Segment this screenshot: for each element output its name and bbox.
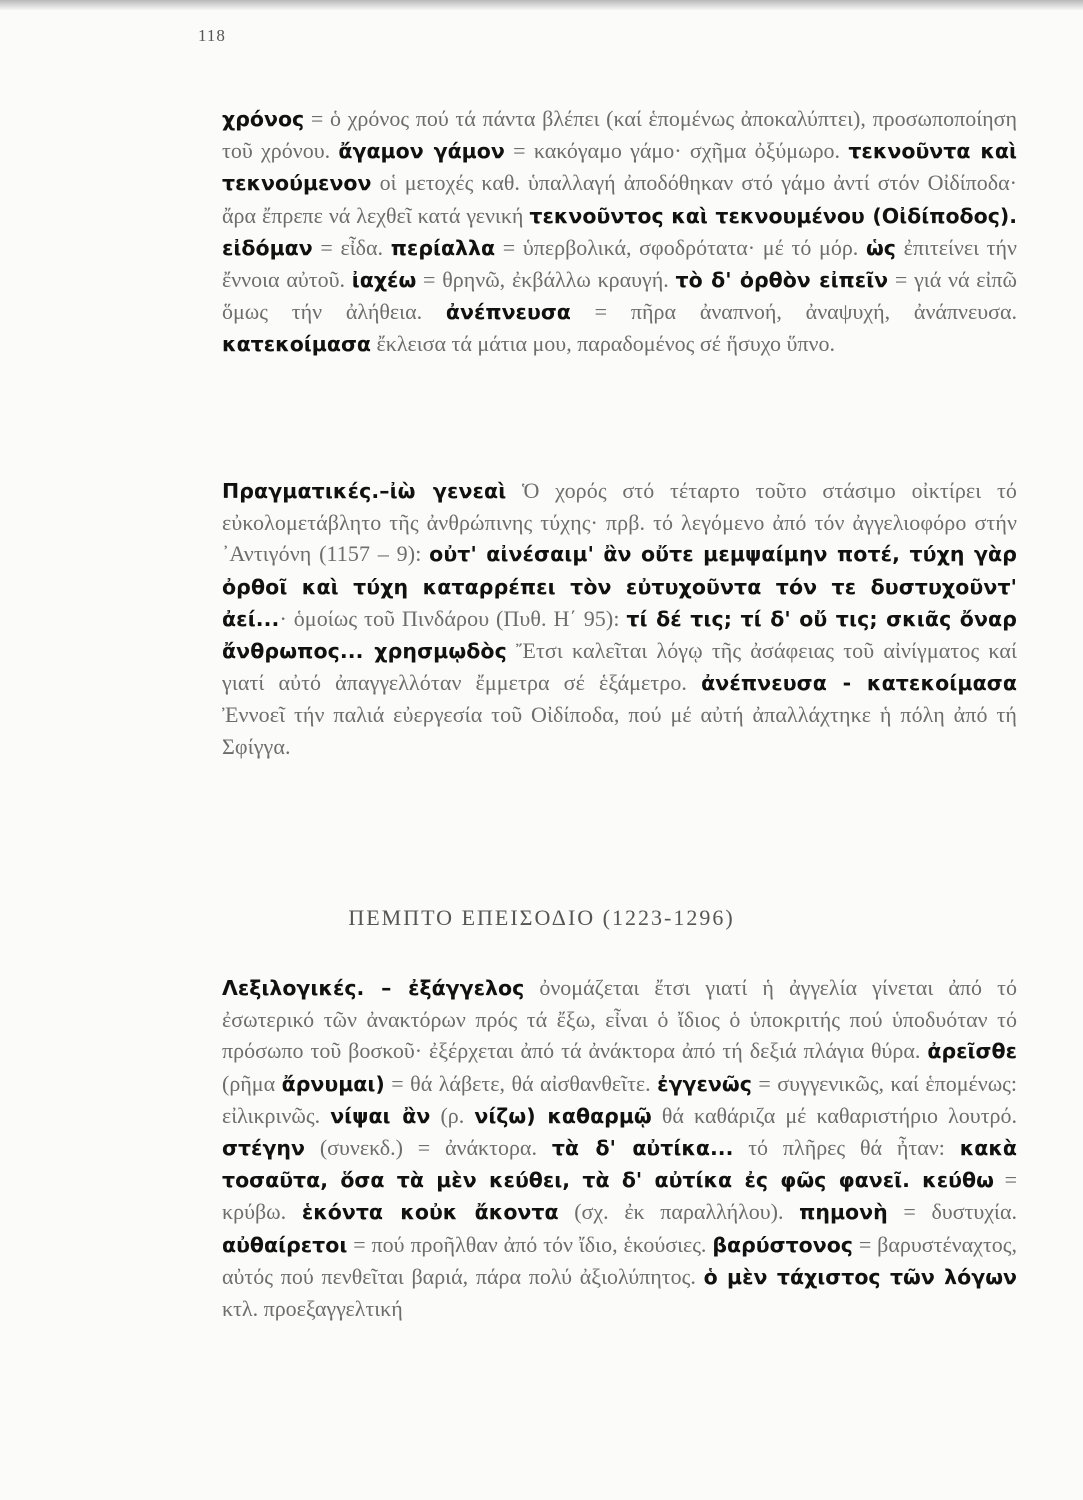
lemma-term: ἀνέπνευσα - κατεκοίμασα [701, 671, 1017, 696]
gloss-text: Ἐννοεῖ τήν παλιά εὐεργεσία τοῦ Οἰδίποδα, πού μέ αὐτή ἀπαλλάχτηκε ἡ πόλη ἀπό τή Σφίγγα. [222, 702, 1017, 759]
gloss-text: = δυστυχία. [887, 1199, 1018, 1225]
gloss-text: = συγγενικῶς, καί ἑπομένως: εἰλικρινῶς. [222, 1070, 1017, 1128]
gloss-text: (συνεκδ.) = ἀνάκτορα. [304, 1135, 552, 1161]
gloss-text: τό πλῆρες θά ἦταν: [733, 1135, 960, 1161]
gloss-text: = βαρυστέναχτος, αὐτός πού πενθεῖται βαριά, πάρα πολύ ἀξιολύπητος. [222, 1231, 1017, 1289]
lemma-term: τὰ δ' αὐτίκα... [551, 1136, 734, 1161]
lemma-term: περίαλλα [390, 235, 496, 260]
gloss-text: = θρηνῶ, ἐκβάλλω κραυγή. [416, 267, 676, 293]
paragraph-text [222, 972, 1017, 1324]
lemma-term: ὡς [865, 235, 896, 260]
gloss-text: θά καθάριζα μέ καθαριστήριο λουτρό. [651, 1102, 1018, 1128]
page-number: 118 [198, 26, 226, 45]
lemma-term: ὁ μὲν τάχιστος τῶν λόγων [703, 1264, 1017, 1289]
gloss-text: Ἔτσι καλεῖται λόγῳ τῆς ἀσάφειας τοῦ αἰνίγματος καί γιατί αὐτό ἀπαγγελλόταν ἔμμετρα σέ ἑξάμετρο. [222, 638, 1017, 696]
lemma-term: ἀρεῖσθε [927, 1039, 1017, 1064]
lemma-term: τεκνοῦντα καὶ τεκνούμενον [222, 139, 1017, 196]
lemma-term: κατεκοίμασα [222, 332, 371, 357]
gloss-text: Ὁ χορός στό τέταρτο τοῦτο στάσιμο οἰκτίρει τό εὐκολομετάβλητο τῆς ἀνθρώπινης τύχης· πρβ. τό λεγόμενο ἀπό τόν ἀγγελιοφόρο στήν ᾿Αντιγόνη (1157 – 9): [222, 478, 1017, 567]
gloss-text: ἐπιτείνει τήν ἔννοια αὐτοῦ. [222, 234, 1017, 293]
lemma-term: ἄγαμον γάμον [338, 139, 505, 164]
gloss-text: ἔκλεισα τά μάτια μου, παραδομένος σέ ἥσυχο ὕπνο. [371, 331, 835, 357]
lemma-term: στέγην [222, 1136, 305, 1161]
lemma-term: νίζω) καθαρμῷ [474, 1103, 652, 1128]
lemma-term: βαρύστονος [712, 1232, 853, 1257]
gloss-text: = πού προῆλθαν ἀπό τόν ἴδιο, ἑκούσιες. [347, 1231, 713, 1257]
gloss-text: (ρῆμα [222, 1070, 282, 1096]
lemma-term: τί δέ τις; τί δ' οὔ τις; σκιᾶς ὄναρ ἄνθρωπος... χρησμῳδὸς [222, 606, 1017, 664]
paragraph-glossary-stasimon [222, 103, 1017, 361]
lemma-term: αὐθαίρετοι [222, 1232, 348, 1257]
lemma-term: ἀνέπνευσα [445, 300, 571, 325]
gloss-text: = γιά νά εἰπῶ ὅμως τήν ἀλήθεια. [222, 267, 1018, 325]
paragraph-glossary-episode [222, 972, 1017, 1324]
gloss-text: = ὑπερβολικά, σφοδρότατα· μέ τό μόρ. [495, 234, 866, 260]
lemma-term: χρόνος [222, 107, 305, 131]
lemma-term: τεκνοῦντος καὶ τεκνουμένου (Οἰδίποδος). εἰδόμαν [222, 203, 1017, 260]
gloss-text: (σχ. ἐκ παραλλήλου). [558, 1199, 800, 1225]
lemma-term: νίψαι ἂν [330, 1103, 431, 1128]
lemma-term: κακὰ τοσαῦτα, ὅσα τὰ μὲν κεύθει, τὰ δ' αὐτίκα ἐς φῶς φανεῖ. κεύθω [222, 1136, 1017, 1193]
gloss-text: = πῆρα ἀναπνοή, ἀναψυχή, ἀνάπνευσα. [570, 299, 1017, 325]
page-top-edge [0, 0, 1083, 10]
paragraph-text [222, 103, 1017, 361]
paragraph-factual-notes [222, 475, 1017, 762]
lemma-term: Πραγματικές.–ἰὼ γενεαὶ [222, 479, 507, 503]
lemma-term: ἄρνυμαι) [281, 1071, 385, 1096]
lemma-term: ἐγγενῶς [657, 1071, 752, 1096]
gloss-text: = θά λάβετε, θά αἰσθανθεῖτε. [384, 1070, 658, 1096]
gloss-text: = κακόγαμο γάμο· σχῆμα ὀξύμωρο. [504, 138, 849, 164]
gloss-text: (ρ. [430, 1102, 475, 1128]
section-title: ΠΕΜΠΤΟ ΕΠΕΙΣΟΔΙΟ (1223-1296) [348, 905, 735, 930]
gloss-text: = κρύβω. [222, 1167, 1017, 1225]
lemma-term: ἑκόντα κοὐκ ἄκοντα [301, 1200, 559, 1225]
gloss-text: ὀνομάζεται ἔτσι γιατί ἡ ἀγγελία γίνεται ἀπό τό ἐσωτερικό τῶν ἀνακτόρων πρός τά ἔξω, εἶναι ὁ ἴδιος ὁ ὑποκριτής πού ὑποδυόταν τό πρόσωπο τοῦ βοσκοῦ· ἐξέρχεται ἀπό τά ἀνάκτορα ἀπό τή δεξιά πλάγια θύρα. [222, 975, 1017, 1064]
gloss-text: = εἶδα. [312, 234, 391, 260]
gloss-text: · ὁμοίως τοῦ Πινδάρου (Πυθ. Η΄ 95): [279, 605, 627, 631]
lemma-term: πημονὴ [799, 1200, 888, 1225]
lemma-term: οὐτ' αἰνέσαιμ' ἂν οὔτε μεμψαίμην ποτέ, τύχη γὰρ ὀρθοῖ καὶ τύχη καταρρέπει τὸν εὐτυχοῦντα τόν τε δυστυχοῦντ' ἀεί... [222, 542, 1017, 631]
paragraph-text [222, 475, 1017, 762]
lemma-term: τὸ δ' ὀρθὸν εἰπεῖν [675, 268, 889, 293]
gloss-text: = ὁ χρόνος πού τά πάντα βλέπει (καί ἑπομένως ἀποκαλύπτει), προσωποποίηση τοῦ χρόνου. [222, 106, 1017, 164]
lemma-term: ἰαχέω [351, 268, 417, 293]
lemma-term: Λεξιλογικές. – ἐξάγγελος [222, 976, 525, 1000]
gloss-text: οἱ μετοχές καθ. ὑπαλλαγή ἀποδόθηκαν στό γάμο ἀντί στόν Οἰδίποδα· ἄρα ἔπρεπε νά λεχθεῖ κατά γενική [222, 170, 1017, 228]
gloss-text: κτλ. προεξαγγελτική [222, 1296, 403, 1322]
